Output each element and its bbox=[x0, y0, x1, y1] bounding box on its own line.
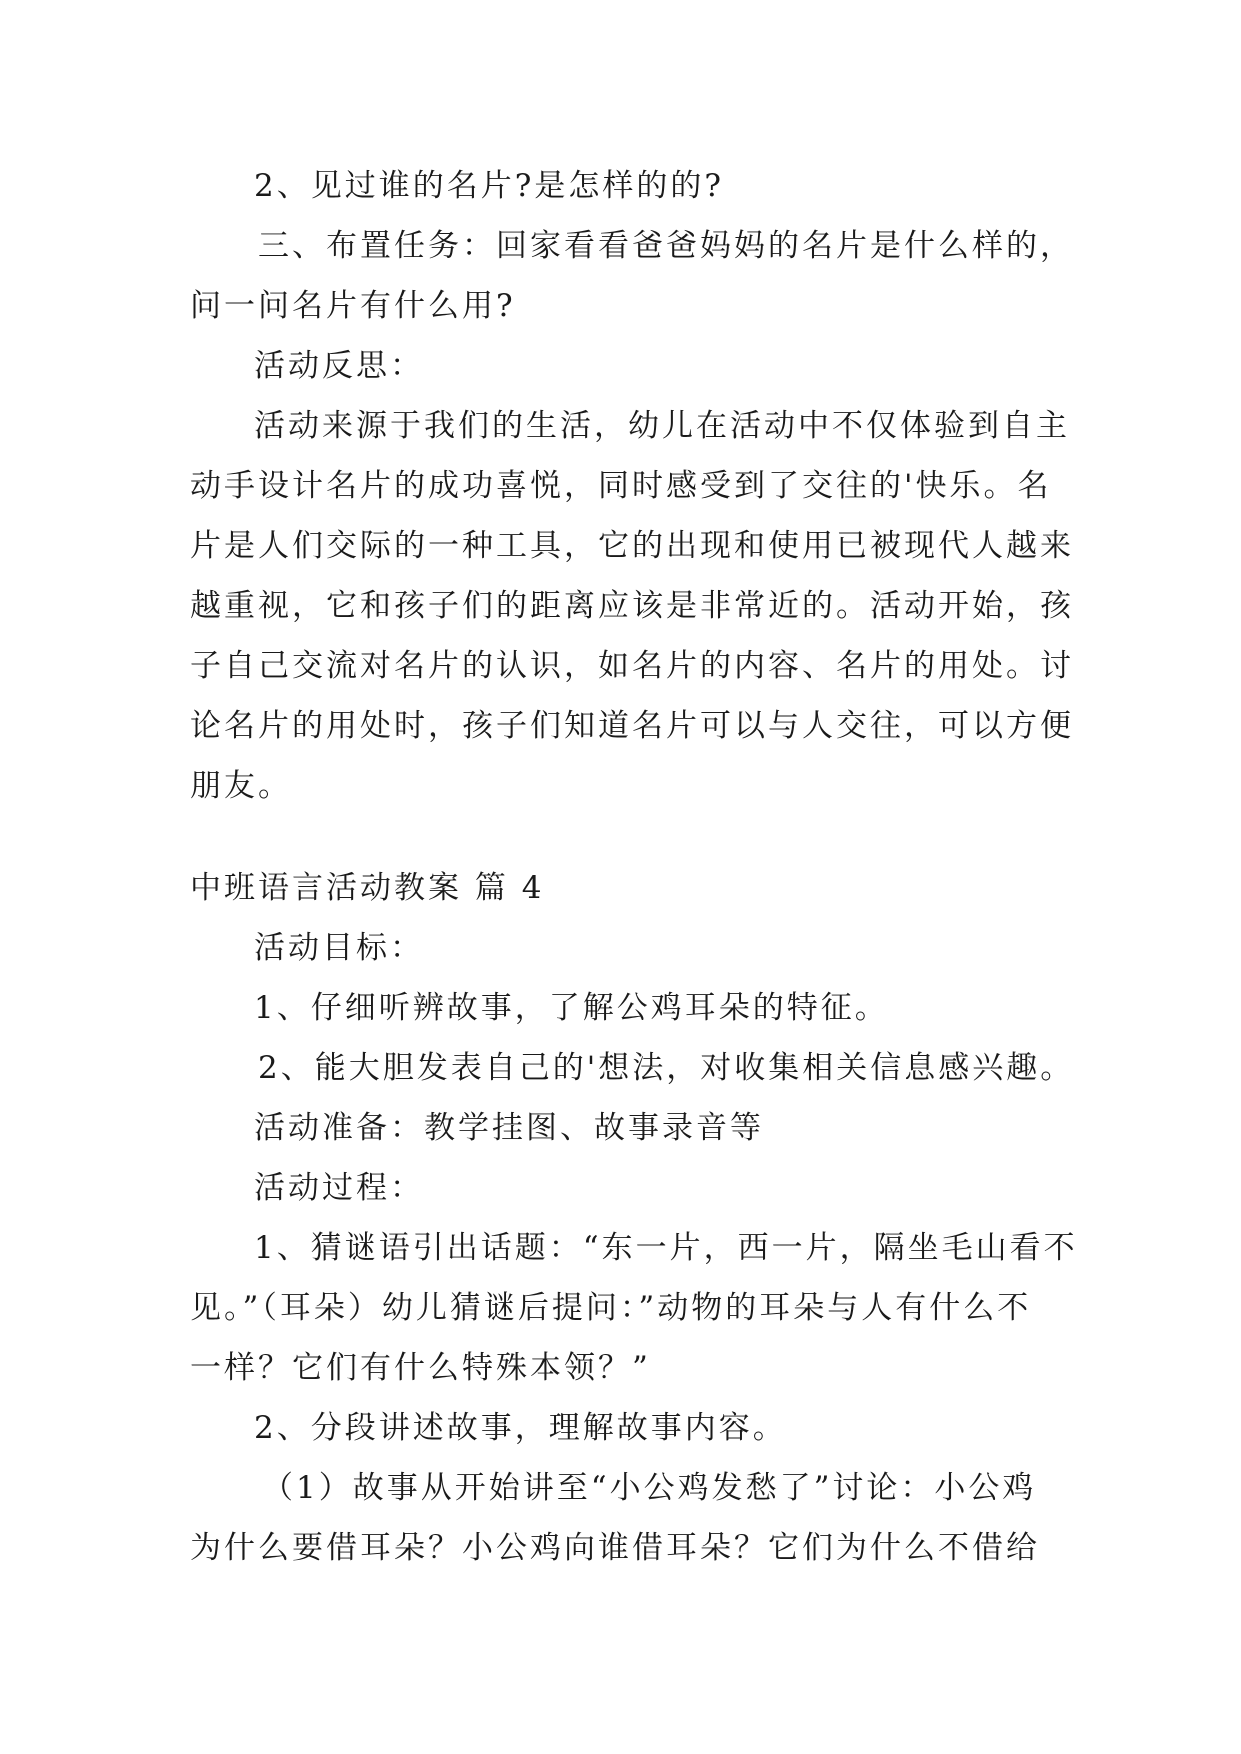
paragraph-line: 活动准备：教学挂图、故事录音等 bbox=[254, 1110, 764, 1146]
paragraph-line: 三、布置任务：回家看看爸爸妈妈的名片是什么样的， bbox=[258, 228, 1074, 264]
paragraph-line: 论名片的用处时，孩子们知道名片可以与人交往，可以方便 bbox=[190, 708, 1074, 744]
paragraph-line: 见。”（耳朵）幼儿猜谜后提问：”动物的耳朵与人有什么不 bbox=[190, 1290, 1032, 1326]
paragraph-line: 1、猜谜语引出话题：“东一片，西一片，隔坐毛山看不 bbox=[254, 1230, 1078, 1266]
paragraph-line: 动手设计名片的成功喜悦，同时感受到了交往的'快乐。名 bbox=[190, 468, 1052, 504]
paragraph-line: 朋友。 bbox=[190, 768, 292, 804]
paragraph-line: 子自己交流对名片的认识，如名片的内容、名片的用处。讨 bbox=[190, 648, 1074, 684]
paragraph-line: 问一问名片有什么用? bbox=[190, 288, 516, 324]
paragraph-line: 活动来源于我们的生活，幼儿在活动中不仅体验到自主 bbox=[254, 408, 1070, 444]
section-label: 活动过程： bbox=[254, 1170, 424, 1206]
paragraph-line: 2、见过谁的名片?是怎样的的? bbox=[254, 168, 724, 204]
paragraph-line: 2、分段讲述故事，理解故事内容。 bbox=[254, 1410, 787, 1446]
paragraph-line: 一样？它们有什么特殊本领？” bbox=[190, 1350, 651, 1386]
paragraph-line: 为什么要借耳朵？小公鸡向谁借耳朵？它们为什么不借给 bbox=[190, 1530, 1040, 1566]
paragraph-line: 1、仔细听辨故事，了解公鸡耳朵的特征。 bbox=[254, 990, 889, 1026]
section-label: 活动反思： bbox=[254, 348, 424, 384]
paragraph-line: 片是人们交际的一种工具，它的出现和使用已被现代人越来 bbox=[190, 528, 1074, 564]
section-heading: 中班语言活动教案 篇 4 bbox=[190, 870, 545, 906]
paragraph-line: 越重视，它和孩子们的距离应该是非常近的。活动开始，孩 bbox=[190, 588, 1074, 624]
section-label: 活动目标： bbox=[254, 930, 424, 966]
paragraph-line: （1）故事从开始讲至“小公鸡发愁了”讨论：小公鸡 bbox=[262, 1470, 1037, 1506]
paragraph-line: 2、能大胆发表自己的'想法，对收集相关信息感兴趣。 bbox=[258, 1050, 1075, 1086]
